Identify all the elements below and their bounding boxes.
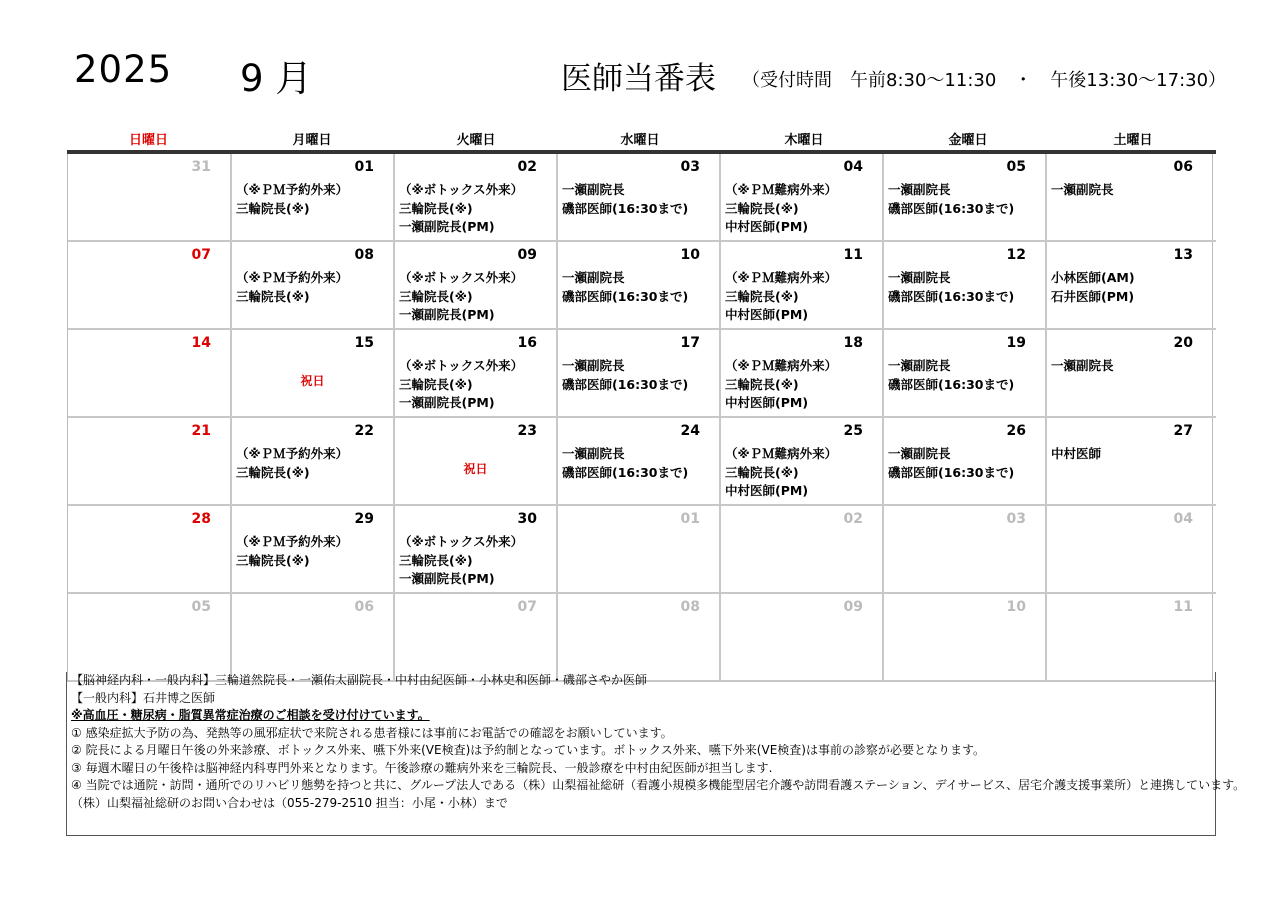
duty-list — [725, 181, 837, 237]
day-number: 10 — [1006, 599, 1026, 615]
duty-entry: 三輪院長(※) — [725, 288, 799, 304]
weekday-thu: 木曜日 — [784, 133, 824, 148]
day-number: 30 — [517, 511, 537, 527]
duty-entry: （※ＰＭ予約外来） — [236, 182, 349, 197]
day-cell — [721, 154, 884, 240]
day-cell — [884, 594, 1047, 680]
duty-entry: 三輪院長(※) — [399, 288, 473, 304]
day-cell — [1047, 418, 1213, 504]
duty-entry: 一瀬副院長(PM) — [399, 219, 495, 234]
day-cell — [884, 418, 1047, 504]
day-number: 28 — [191, 511, 211, 527]
duty-list — [888, 269, 1014, 306]
day-cell — [395, 330, 558, 416]
duty-list — [399, 357, 523, 413]
duty-list — [236, 181, 348, 218]
holiday-label: 祝日 — [300, 374, 325, 388]
duty-entry: （※ボトックス外来） — [399, 270, 524, 285]
duty-list — [1051, 445, 1101, 464]
note-line: ※高血圧・糖尿病・脂質異常症治療のご相談を受け付けています。 — [71, 708, 430, 722]
day-number: 12 — [1006, 247, 1026, 263]
duty-entry: 一瀬副院長 — [888, 446, 951, 461]
day-cell — [1047, 242, 1213, 328]
duty-list — [1051, 269, 1135, 306]
duty-entry: 三輪院長(※) — [399, 200, 473, 216]
day-number: 04 — [843, 159, 863, 175]
duty-entry: 三輪院長(※) — [399, 552, 473, 568]
duty-entry: 三輪院長(※) — [236, 288, 310, 304]
duty-entry: 一瀬副院長 — [888, 358, 951, 373]
duty-entry: 三輪院長(※) — [236, 552, 310, 568]
day-number: 07 — [191, 247, 211, 263]
day-number: 05 — [1006, 159, 1026, 175]
day-number: 24 — [680, 423, 700, 439]
day-number: 02 — [843, 511, 863, 527]
day-cell — [68, 418, 232, 504]
day-number: 08 — [680, 599, 700, 615]
day-number: 06 — [354, 599, 374, 615]
duty-entry: 中村医師(PM) — [725, 219, 809, 234]
weekday-tue: 火曜日 — [456, 133, 496, 148]
duty-list — [725, 445, 837, 501]
duty-entry: （※ボトックス外来） — [399, 182, 524, 197]
duty-list — [1051, 181, 1114, 200]
day-number: 25 — [843, 423, 863, 439]
duty-entry: 三輪院長(※) — [399, 376, 473, 392]
duty-list — [725, 269, 837, 325]
duty-list — [888, 445, 1014, 482]
day-number: 09 — [517, 247, 537, 263]
day-cell — [68, 594, 232, 680]
day-number: 20 — [1173, 335, 1193, 351]
day-cell — [884, 154, 1047, 240]
day-cell — [395, 594, 558, 680]
day-number: 07 — [517, 599, 537, 615]
day-number: 10 — [680, 247, 700, 263]
weekday-sun: 日曜日 — [128, 133, 168, 148]
duty-entry: 磯部医師(16:30まで) — [562, 200, 689, 216]
day-cell — [721, 418, 884, 504]
day-number: 11 — [843, 247, 863, 263]
day-number: 27 — [1173, 423, 1193, 439]
note-line: ④ 当院では通院・訪問・通所でのリハビリ態勢を持つと共に、グループ法人である（株）山梨福祉総研（看護小規模多機能型居宅介護や訪問看護ステーション、デイサービス、居宅介護支援事業所）と連携しています。 — [71, 778, 1246, 792]
day-cell — [68, 154, 232, 240]
duty-list — [562, 181, 688, 218]
duty-entry: 一瀬副院長 — [1051, 358, 1114, 373]
day-number: 26 — [1006, 423, 1026, 439]
day-cell — [68, 506, 232, 592]
duty-entry: 一瀬副院長 — [888, 182, 951, 197]
day-number: 02 — [517, 159, 537, 175]
day-cell — [884, 330, 1047, 416]
calendar-grid — [67, 154, 1216, 682]
calendar-week — [68, 594, 1216, 682]
day-number: 14 — [191, 335, 211, 351]
day-number: 31 — [191, 159, 211, 175]
day-cell — [232, 242, 395, 328]
duty-list — [236, 445, 348, 482]
reception-hours: （受付時間 午前8:30～11:30 ・ 午後13:30～17:30） — [742, 70, 1227, 91]
note-line: 【脳神経内科・一般内科】三輪道然院長・一瀬佑太副院長・中村由紀医師・小林史和医師・磯部さやか医師 — [71, 673, 648, 687]
calendar-week — [68, 418, 1216, 506]
day-number: 23 — [517, 423, 537, 439]
day-number: 03 — [680, 159, 700, 175]
day-number: 03 — [1006, 511, 1026, 527]
duty-entry: 小林医師(AM) — [1051, 270, 1135, 285]
duty-list — [888, 357, 1014, 394]
day-cell — [68, 330, 232, 416]
duty-list — [562, 357, 688, 394]
day-number: 19 — [1006, 335, 1026, 351]
duty-entry: （※ボトックス外来） — [399, 358, 524, 373]
day-cell — [395, 418, 558, 504]
day-number: 09 — [843, 599, 863, 615]
day-number: 01 — [680, 511, 700, 527]
day-number: 15 — [354, 335, 374, 351]
day-cell — [232, 154, 395, 240]
duty-entry: 三輪院長(※) — [725, 376, 799, 392]
duty-entry: （※ＰＭ難病外来） — [725, 270, 838, 285]
day-number: 17 — [680, 335, 700, 351]
duty-list — [399, 181, 523, 237]
weekday-mon: 月曜日 — [292, 133, 332, 148]
duty-entry: 中村医師(PM) — [725, 307, 809, 322]
note-line: ③ 毎週木曜日の午後枠は脳神経内科専門外来となります。午後診療の難病外来を三輪院長、一般診療を中村由紀医師が担当します. — [71, 760, 773, 775]
duty-entry: （※ＰＭ予約外来） — [236, 270, 349, 285]
duty-list — [725, 357, 837, 413]
day-cell — [884, 506, 1047, 592]
note-line: ① 感染症拡大予防の為、発熱等の風邪症状で来院される患者様には事前にお電話での確認をお願いしています。 — [71, 725, 673, 740]
duty-list — [888, 181, 1014, 218]
duty-entry: （※ボトックス外来） — [399, 534, 524, 549]
duty-entry: 三輪院長(※) — [236, 200, 310, 216]
duty-list — [399, 533, 523, 589]
duty-entry: 磯部医師(16:30まで) — [888, 464, 1015, 480]
duty-list — [236, 533, 348, 570]
day-number: 21 — [191, 423, 211, 439]
day-number: 04 — [1173, 511, 1193, 527]
year: 2025 — [74, 48, 173, 91]
day-number: 22 — [354, 423, 374, 439]
duty-list — [236, 269, 348, 306]
weekday-header — [67, 132, 1216, 154]
duty-entry: 石井医師(PM) — [1051, 288, 1135, 304]
weekday-fri: 金曜日 — [948, 133, 988, 148]
day-cell — [232, 506, 395, 592]
holiday-label: 祝日 — [463, 462, 488, 476]
duty-entry: 磯部医師(16:30まで) — [562, 288, 689, 304]
duty-entry: 一瀬副院長 — [1051, 182, 1114, 197]
weekday-wed: 水曜日 — [620, 133, 660, 148]
day-number: 18 — [843, 335, 863, 351]
day-cell — [558, 242, 721, 328]
duty-entry: 中村医師 — [1051, 446, 1102, 461]
duty-entry: 三輪院長(※) — [725, 200, 799, 216]
duty-entry: 磯部医師(16:30まで) — [888, 200, 1015, 216]
day-cell — [884, 242, 1047, 328]
day-cell — [721, 506, 884, 592]
day-cell — [1047, 506, 1213, 592]
duty-entry: 一瀬副院長 — [562, 358, 625, 373]
calendar — [67, 132, 1216, 682]
day-number: 11 — [1173, 599, 1193, 615]
duty-entry: （※ＰＭ予約外来） — [236, 446, 349, 461]
day-cell — [395, 506, 558, 592]
duty-list — [399, 269, 523, 325]
day-cell — [721, 594, 884, 680]
day-number: 08 — [354, 247, 374, 263]
duty-list — [562, 269, 688, 306]
weekday-sat: 土曜日 — [1113, 133, 1153, 148]
duty-list — [1051, 357, 1114, 376]
duty-entry: 磯部医師(16:30まで) — [888, 376, 1015, 392]
note-line: （株）山梨福祉総研のお問い合わせは（055-279-2510 担当：小尾・小林）まで — [71, 795, 508, 810]
day-cell — [721, 330, 884, 416]
note-line: 【一般内科】石井博之医師 — [71, 690, 216, 705]
day-number: 05 — [191, 599, 211, 615]
duty-entry: 三輪院長(※) — [236, 464, 310, 480]
day-cell — [721, 242, 884, 328]
day-number: 06 — [1173, 159, 1193, 175]
calendar-week — [68, 154, 1216, 242]
day-cell — [395, 154, 558, 240]
day-cell — [558, 418, 721, 504]
page-title: 医師当番表 — [561, 61, 716, 97]
duty-entry: 中村医師(PM) — [725, 483, 809, 498]
note-line: ② 院長による月曜日午後の外来診療、ボトックス外来、嚥下外来(VE検査)は予約制となっています。ボトックス外来、嚥下外来(VE検査)は事前の診察が必要となります。 — [71, 743, 986, 757]
duty-entry: 一瀬副院長(PM) — [399, 571, 495, 586]
day-number: 29 — [354, 511, 374, 527]
day-cell — [232, 330, 395, 416]
duty-entry: 一瀬副院長 — [562, 182, 625, 197]
duty-entry: 中村医師(PM) — [725, 395, 809, 410]
day-cell — [558, 506, 721, 592]
day-cell — [232, 594, 395, 680]
day-number: 13 — [1173, 247, 1193, 263]
month: 9 月 — [240, 57, 313, 100]
calendar-week — [68, 330, 1216, 418]
day-cell — [232, 418, 395, 504]
day-cell — [1047, 594, 1213, 680]
duty-entry: 一瀬副院長 — [562, 446, 625, 461]
day-cell — [1047, 154, 1213, 240]
duty-entry: 三輪院長(※) — [725, 464, 799, 480]
duty-entry: 一瀬副院長 — [888, 270, 951, 285]
duty-entry: 磯部医師(16:30まで) — [562, 464, 689, 480]
day-cell — [558, 330, 721, 416]
duty-entry: 一瀬副院長 — [562, 270, 625, 285]
day-cell — [558, 594, 721, 680]
duty-entry: （※ＰＭ難病外来） — [725, 446, 838, 461]
calendar-week — [68, 242, 1216, 330]
day-cell — [68, 242, 232, 328]
duty-entry: 磯部医師(16:30まで) — [888, 288, 1015, 304]
duty-list — [562, 445, 688, 482]
calendar-week — [68, 506, 1216, 594]
duty-entry: 一瀬副院長(PM) — [399, 307, 495, 322]
day-cell — [395, 242, 558, 328]
duty-entry: 一瀬副院長(PM) — [399, 395, 495, 410]
duty-entry: （※ＰＭ予約外来） — [236, 534, 349, 549]
day-cell — [1047, 330, 1213, 416]
day-number: 16 — [517, 335, 537, 351]
duty-entry: （※ＰＭ難病外来） — [725, 358, 838, 373]
day-number: 01 — [354, 159, 374, 175]
notes-section — [66, 672, 1246, 836]
duty-entry: （※ＰＭ難病外来） — [725, 182, 838, 197]
duty-entry: 磯部医師(16:30まで) — [562, 376, 689, 392]
day-cell — [558, 154, 721, 240]
